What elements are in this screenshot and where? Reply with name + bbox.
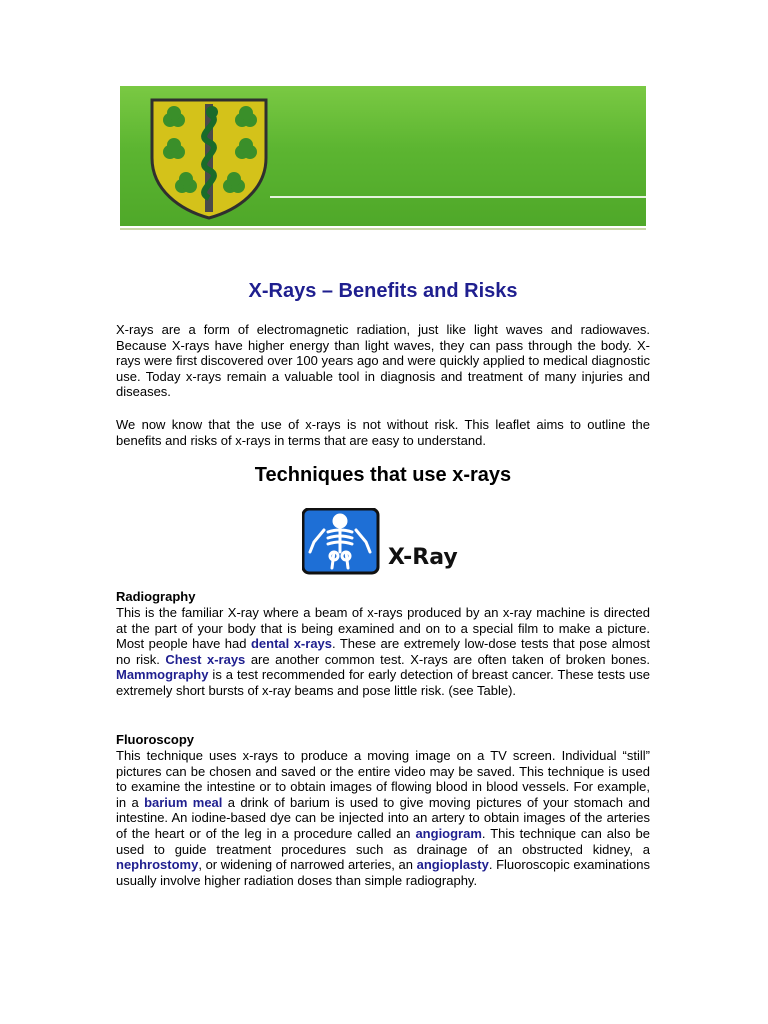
radiography-text-1: This is the familiar X-ray where a beam of x-rays produced by an x-ray machine is directed at the part of your body that is being examined and on to a special film to make a picture. Most people have had <box>116 605 650 652</box>
radiography-heading: Radiography <box>116 589 196 604</box>
banner-divider <box>270 196 646 198</box>
section-heading: Techniques that use x-rays <box>254 464 512 486</box>
radiography-text-2: . These are extremely low-dose tests that pose almost no risk. <box>116 636 651 667</box>
term-angiogram: angiogram <box>415 825 482 841</box>
fluoroscopy-text-4: , or widening of narrowed arteries, an <box>198 857 417 873</box>
document-title: X-Rays – Benefits and Risks <box>248 280 518 302</box>
term-nephrostomy: nephrostomy <box>116 857 199 873</box>
fluoroscopy-text-2: a drink of barium is used to give moving pictures of your stomach and intestine. An iodine-based dye can be injected into an artery to obtain images of the arteries of the heart or of the leg in a procedure called an <box>116 794 650 841</box>
crest-shield-icon <box>146 94 272 220</box>
xray-logo-text: X-Ray <box>388 545 458 570</box>
fluoroscopy-heading: Fluoroscopy <box>116 732 195 747</box>
medical-council-banner <box>120 86 646 226</box>
term-mammography: Mammography <box>116 667 209 683</box>
radiography-text-4: is a test recommended for early detection of breast cancer. These tests use extremely short bursts of x-ray beams and pose little risk. (see Table). <box>116 667 650 698</box>
term-chest-xrays: Chest x-rays <box>165 651 246 667</box>
second-paragraph: We now know that the use of x-rays is not without risk. This leaflet aims to outline the benefits and risks of x-rays in terms that are easy to understand. <box>116 417 650 448</box>
fluoroscopy-text-1: This technique uses x-rays to produce a moving image on a TV screen. Individual “still” pictures can be chosen and saved or the entire video may be saved. This technique is used to examine the intestine or to obtain images of flowing blood in blood vessels. For example, in a <box>116 748 650 810</box>
term-angioplasty: angioplasty <box>416 857 489 873</box>
banner-underline <box>120 228 646 230</box>
radiography-paragraph <box>116 605 650 699</box>
fluoroscopy-paragraph <box>116 748 650 888</box>
fluoroscopy-text-3: . This technique can also be used to guide treatment procedures such as drainage of an obstructed kidney, a <box>116 825 650 857</box>
fluoroscopy-text-5: . Fluoroscopic examinations usually involve higher radiation doses than simple radiography. <box>116 857 650 888</box>
intro-paragraph: X-rays are a form of electromagnetic radiation, just like light waves and radiowaves. Because X-rays have higher energy than light waves, they can pass through the body. X-rays were first discovered over 100 years ago and were quickly applied to medical diagnostic use. Today x-rays remain a valuable tool in diagnosis and treatment of many injuries and diseases. <box>116 322 650 400</box>
radiography-text-3: are another common test. X-rays are often taken of broken bones. <box>245 651 650 667</box>
term-barium-meal: barium meal <box>144 794 223 810</box>
term-dental-xrays: dental x-rays <box>250 636 333 652</box>
